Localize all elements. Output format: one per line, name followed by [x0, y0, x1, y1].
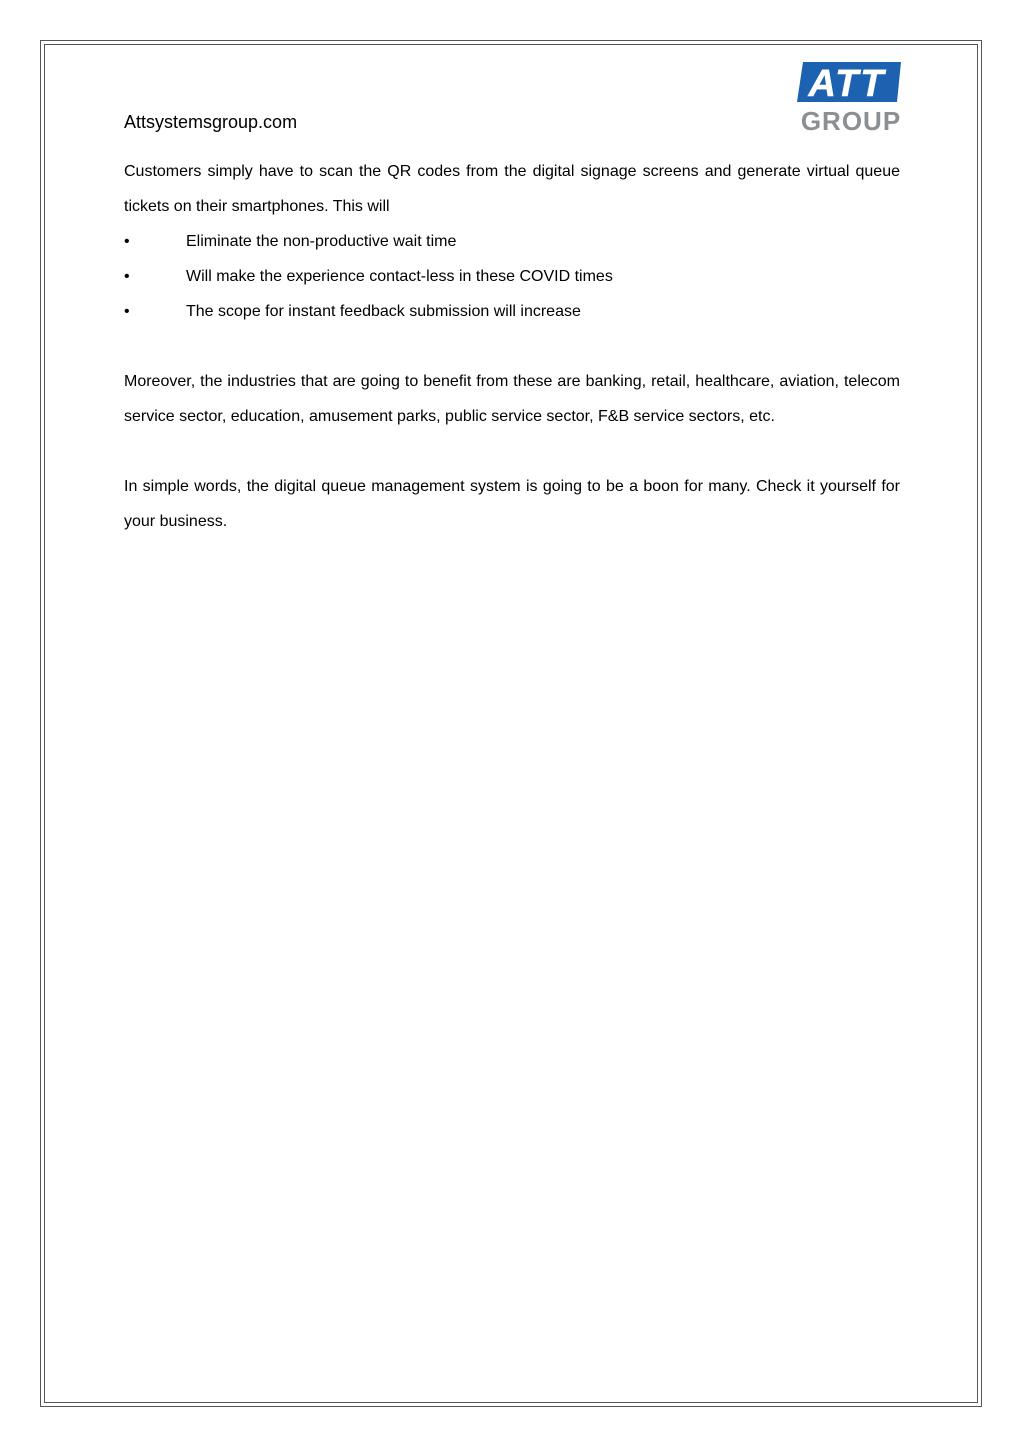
list-item — [124, 294, 900, 329]
intro-paragraph: Customers simply have to scan the QR codes from the digital signage screens and generate virtual queue tickets on their smartphones. This will — [124, 163, 900, 215]
document-body — [124, 154, 900, 539]
list-item-text: The scope for instant feedback submission will increase — [186, 303, 581, 320]
conclusion-paragraph: In simple words, the digital queue management system is going to be a boon for many. Check it yourself for your business. — [124, 478, 900, 530]
logo-text-bottom: GROUP — [800, 106, 902, 132]
logo-text-top: ATT — [808, 63, 886, 105]
list-item — [124, 224, 900, 259]
bullet-icon: • — [124, 233, 130, 250]
site-name: Attsystemsgroup.com — [124, 112, 298, 132]
att-group-logo-icon — [797, 60, 903, 132]
list-item — [124, 259, 900, 294]
bullet-icon: • — [124, 268, 130, 285]
paragraph-spacer — [124, 329, 900, 364]
bullet-icon: • — [124, 303, 130, 320]
paragraph-spacer — [124, 434, 900, 469]
list-item-text: Eliminate the non-productive wait time — [186, 233, 457, 250]
list-item-text: Will make the experience contact-less in these COVID times — [186, 268, 613, 285]
industries-paragraph: Moreover, the industries that are going to benefit from these are banking, retail, healthcare, aviation, telecom service sector, education, amusement parks, public service sector, F&B service sectors, etc. — [124, 373, 900, 425]
benefits-list — [124, 224, 900, 329]
